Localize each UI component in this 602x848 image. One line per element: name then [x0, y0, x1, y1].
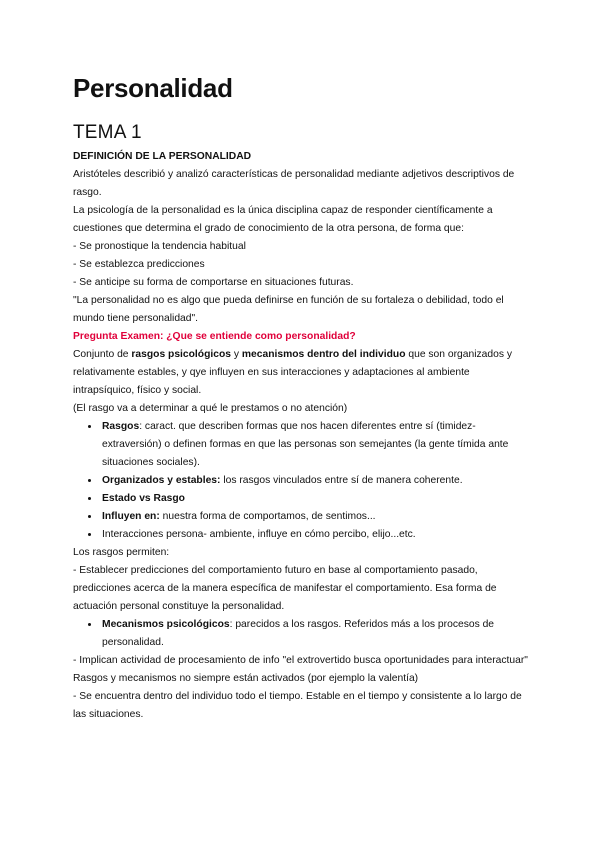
paragraph: (El rasgo va a determinar a qué le prestamos o no atención) — [73, 403, 348, 414]
bullet-term: Organizados y estables: — [102, 475, 221, 486]
definition-term-rasgos: rasgos psicológicos — [131, 349, 231, 360]
bullet-item — [100, 490, 533, 508]
dash-item: - Se anticipe su forma de comportarse en situaciones futuras. — [73, 277, 354, 288]
bullet-term: Mecanismos psicológicos — [102, 619, 230, 630]
bullet-term: Estado vs Rasgo — [102, 493, 185, 504]
bullet-item — [100, 526, 533, 544]
document-title: Personalidad — [73, 73, 233, 103]
bullet-text: nuestra forma de comportamos, de sentimos... — [159, 511, 376, 522]
definition-text: y — [230, 349, 242, 360]
bullet-list — [73, 418, 533, 544]
paragraph: Aristóteles describió y analizó características de personalidad mediante adjetivos descriptivos de rasgo. — [73, 169, 515, 198]
bullet-list — [73, 616, 533, 652]
paragraph: - Establecer predicciones del comportamiento futuro en base al comportamiento pasado, predicciones acerca de la manera específica de manifestar el comportamiento. Esa forma de actuación personal constituye la personalidad. — [73, 565, 497, 612]
bullet-item — [100, 418, 533, 472]
document-body — [73, 148, 533, 724]
bullet-item — [100, 472, 533, 490]
section-title: TEMA 1 — [73, 122, 142, 143]
dash-item: - Se pronostique la tendencia habitual — [73, 241, 246, 252]
paragraph: - Se encuentra dentro del individuo todo el tiempo. Estable en el tiempo y consistente a lo largo de las situaciones. — [73, 691, 522, 720]
definition-text: que son organizados y relativamente estables, y qye influyen en sus interacciones y adaptaciones al ambiente intrapsíquico, físico y social. — [73, 349, 512, 396]
bullet-text: los rasgos vinculados entre sí de manera coherente. — [220, 475, 463, 486]
bullet-text: : parecidos a los rasgos. Referidos más a los procesos de personalidad. — [102, 619, 495, 648]
definition-text: Conjunto de — [73, 349, 132, 360]
bullet-term: Influyen en: — [102, 511, 160, 522]
section-heading: DEFINICIÓN DE LA PERSONALIDAD — [73, 151, 252, 162]
paragraph: Rasgos y mecanismos no siempre están activados (por ejemplo la valentía) — [73, 673, 419, 684]
bullet-text: Interacciones persona- ambiente, influye en cómo percibo, elijo...etc. — [102, 529, 416, 540]
bullet-item — [100, 508, 533, 526]
bullet-item — [100, 616, 533, 652]
paragraph: - Implican actividad de procesamiento de info "el extrovertido busca oportunidades para interactuar" — [73, 655, 528, 666]
quote-paragraph: "La personalidad no es algo que pueda definirse en función de su fortaleza o debilidad, todo el mundo tiene personalidad". — [73, 295, 504, 324]
paragraph: Los rasgos permiten: — [73, 547, 170, 558]
definition-paragraph — [73, 346, 533, 400]
paragraph: La psicología de la personalidad es la única disciplina capaz de responder científicamente a cuestiones que determina el grado de conocimiento de la otra persona, de forma que: — [73, 205, 493, 234]
exam-question: Pregunta Examen: ¿Que se entiende como personalidad? — [73, 331, 356, 342]
bullet-term: Rasgos — [102, 421, 140, 432]
bullet-text: : caract. que describen formas que nos hacen diferentes entre sí (timidez-extraversión) o definen formas en que las personas son semejantes (la gente tímida ante situaciones sociales). — [102, 421, 509, 468]
definition-term-mecanismos: mecanismos dentro del individuo — [241, 349, 406, 360]
dash-item: - Se establezca predicciones — [73, 259, 205, 270]
